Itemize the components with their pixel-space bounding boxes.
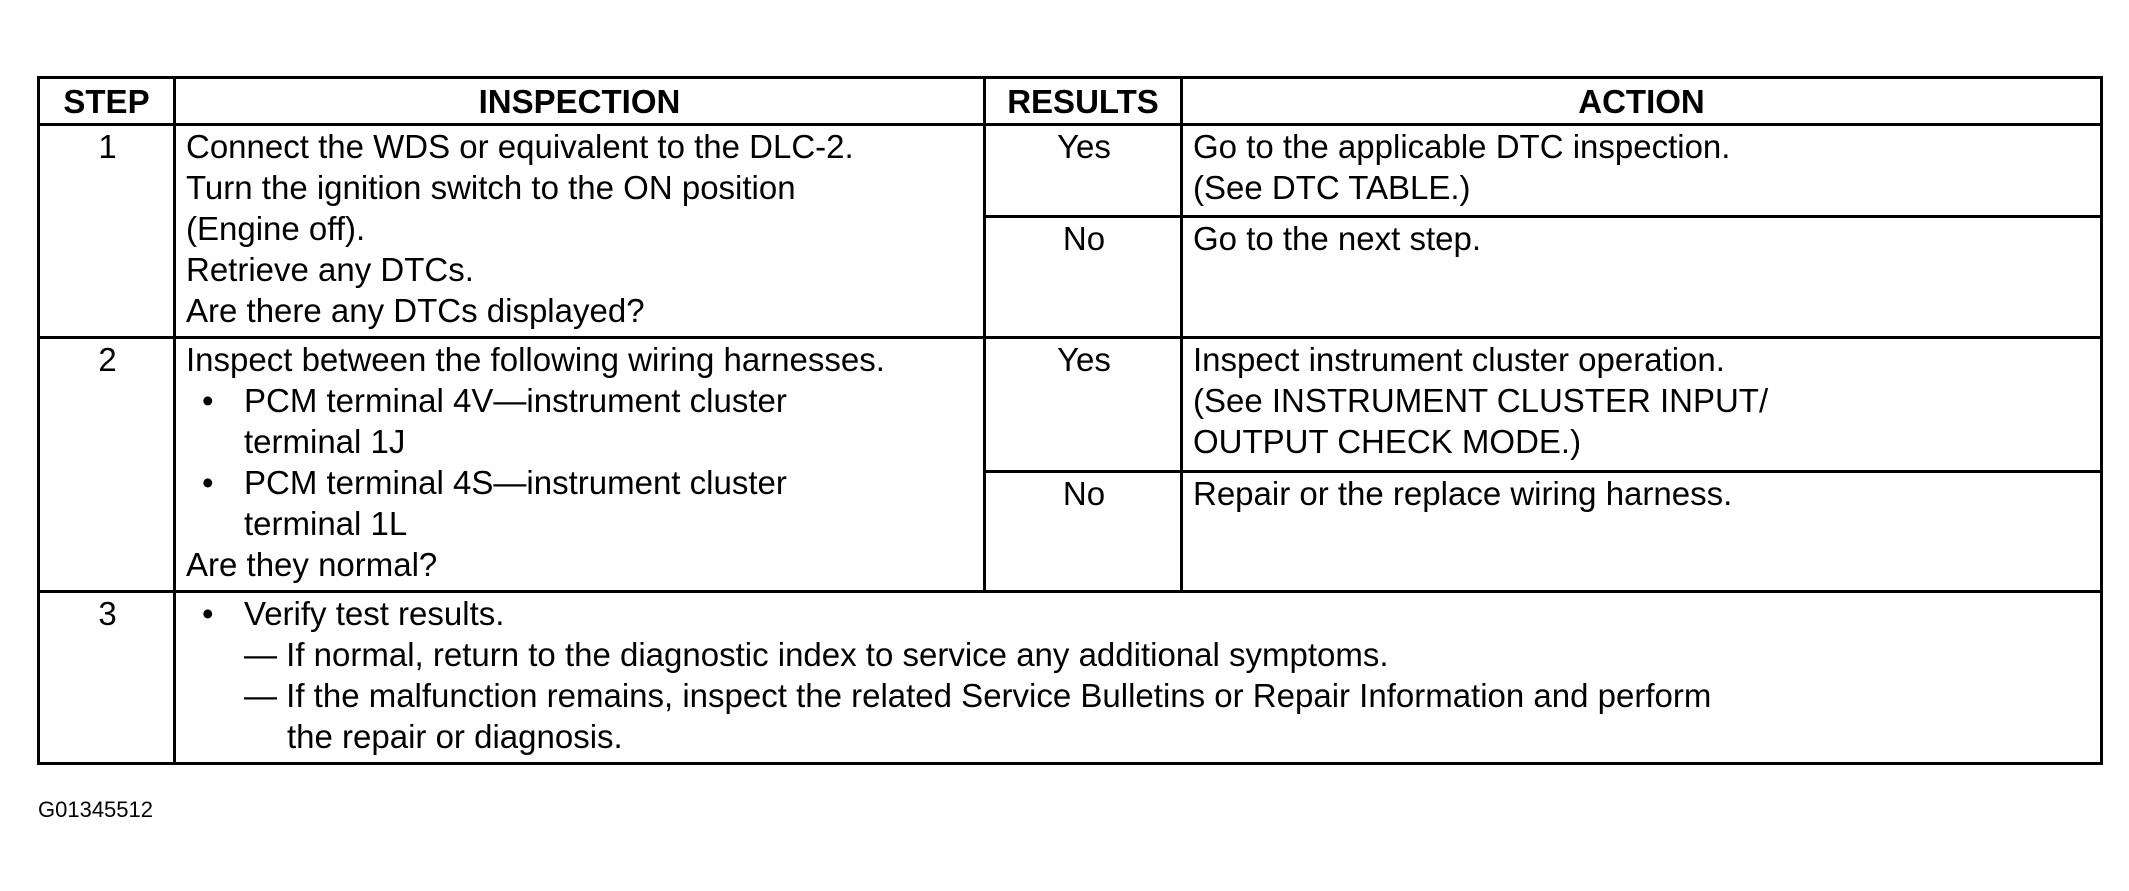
result-yes: Yes xyxy=(985,125,1182,217)
bullet-icon: • xyxy=(202,464,214,501)
inspection-line: (Engine off). xyxy=(186,210,366,247)
bullet-text: PCM terminal 4S—instrument cluster xyxy=(244,464,787,501)
inspection-cell xyxy=(175,338,985,592)
inspection-question: Are they normal? xyxy=(186,546,438,583)
header-results: RESULTS xyxy=(985,78,1182,125)
table-row xyxy=(39,125,2102,217)
header-row xyxy=(39,78,2102,125)
action-line: (See INSTRUMENT CLUSTER INPUT/ xyxy=(1193,382,1769,419)
inspection-line: Retrieve any DTCs. xyxy=(186,251,474,288)
bullet-item xyxy=(186,462,975,503)
dash-item: — If the malfunction remains, inspect the related Service Bulletins or Repair Information and perform xyxy=(244,677,1712,714)
dash-item: — If normal, return to the diagnostic index to service any additional symptoms. xyxy=(244,636,1389,673)
inspection-line: Inspect between the following wiring harnesses. xyxy=(186,341,885,378)
inspection-line: Turn the ignition switch to the ON position xyxy=(186,169,796,206)
result-no: No xyxy=(985,472,1182,592)
action-cell xyxy=(1182,338,2102,472)
dash-continuation: the repair or diagnosis. xyxy=(287,718,623,755)
result-no: No xyxy=(985,217,1182,338)
bullet-item xyxy=(186,380,975,421)
verify-cell xyxy=(175,592,2102,764)
result-yes: Yes xyxy=(985,338,1182,472)
bullet-continuation: terminal 1L xyxy=(244,505,408,542)
bullet-text: PCM terminal 4V—instrument cluster xyxy=(244,382,787,419)
bullet-icon: • xyxy=(202,595,214,632)
bullet-icon: • xyxy=(202,382,214,419)
table-row xyxy=(39,338,2102,472)
diagnostic-table xyxy=(37,76,2103,765)
action-line: OUTPUT CHECK MODE.) xyxy=(1193,423,1582,460)
step-number: 2 xyxy=(39,338,175,592)
figure-id: G01345512 xyxy=(38,797,153,822)
header-inspection: INSPECTION xyxy=(175,78,985,125)
action-cell xyxy=(1182,217,2102,338)
inspection-line: Connect the WDS or equivalent to the DLC-2. xyxy=(186,128,854,165)
action-line: (See DTC TABLE.) xyxy=(1193,169,1471,206)
table-row xyxy=(39,592,2102,764)
action-line: Inspect instrument cluster operation. xyxy=(1193,341,1725,378)
action-cell xyxy=(1182,125,2102,217)
header-step: STEP xyxy=(39,78,175,125)
step-number: 1 xyxy=(39,125,175,338)
bullet-item xyxy=(186,593,2092,634)
action-line: Repair or the replace wiring harness. xyxy=(1193,475,1733,512)
action-cell xyxy=(1182,472,2102,592)
bullet-continuation: terminal 1J xyxy=(244,423,406,460)
action-line: Go to the next step. xyxy=(1193,220,1482,257)
step-number: 3 xyxy=(39,592,175,764)
action-line: Go to the applicable DTC inspection. xyxy=(1193,128,1731,165)
inspection-line: Are there any DTCs displayed? xyxy=(186,292,645,329)
header-action: ACTION xyxy=(1182,78,2102,125)
inspection-cell xyxy=(175,125,985,338)
bullet-text: Verify test results. xyxy=(244,595,505,632)
